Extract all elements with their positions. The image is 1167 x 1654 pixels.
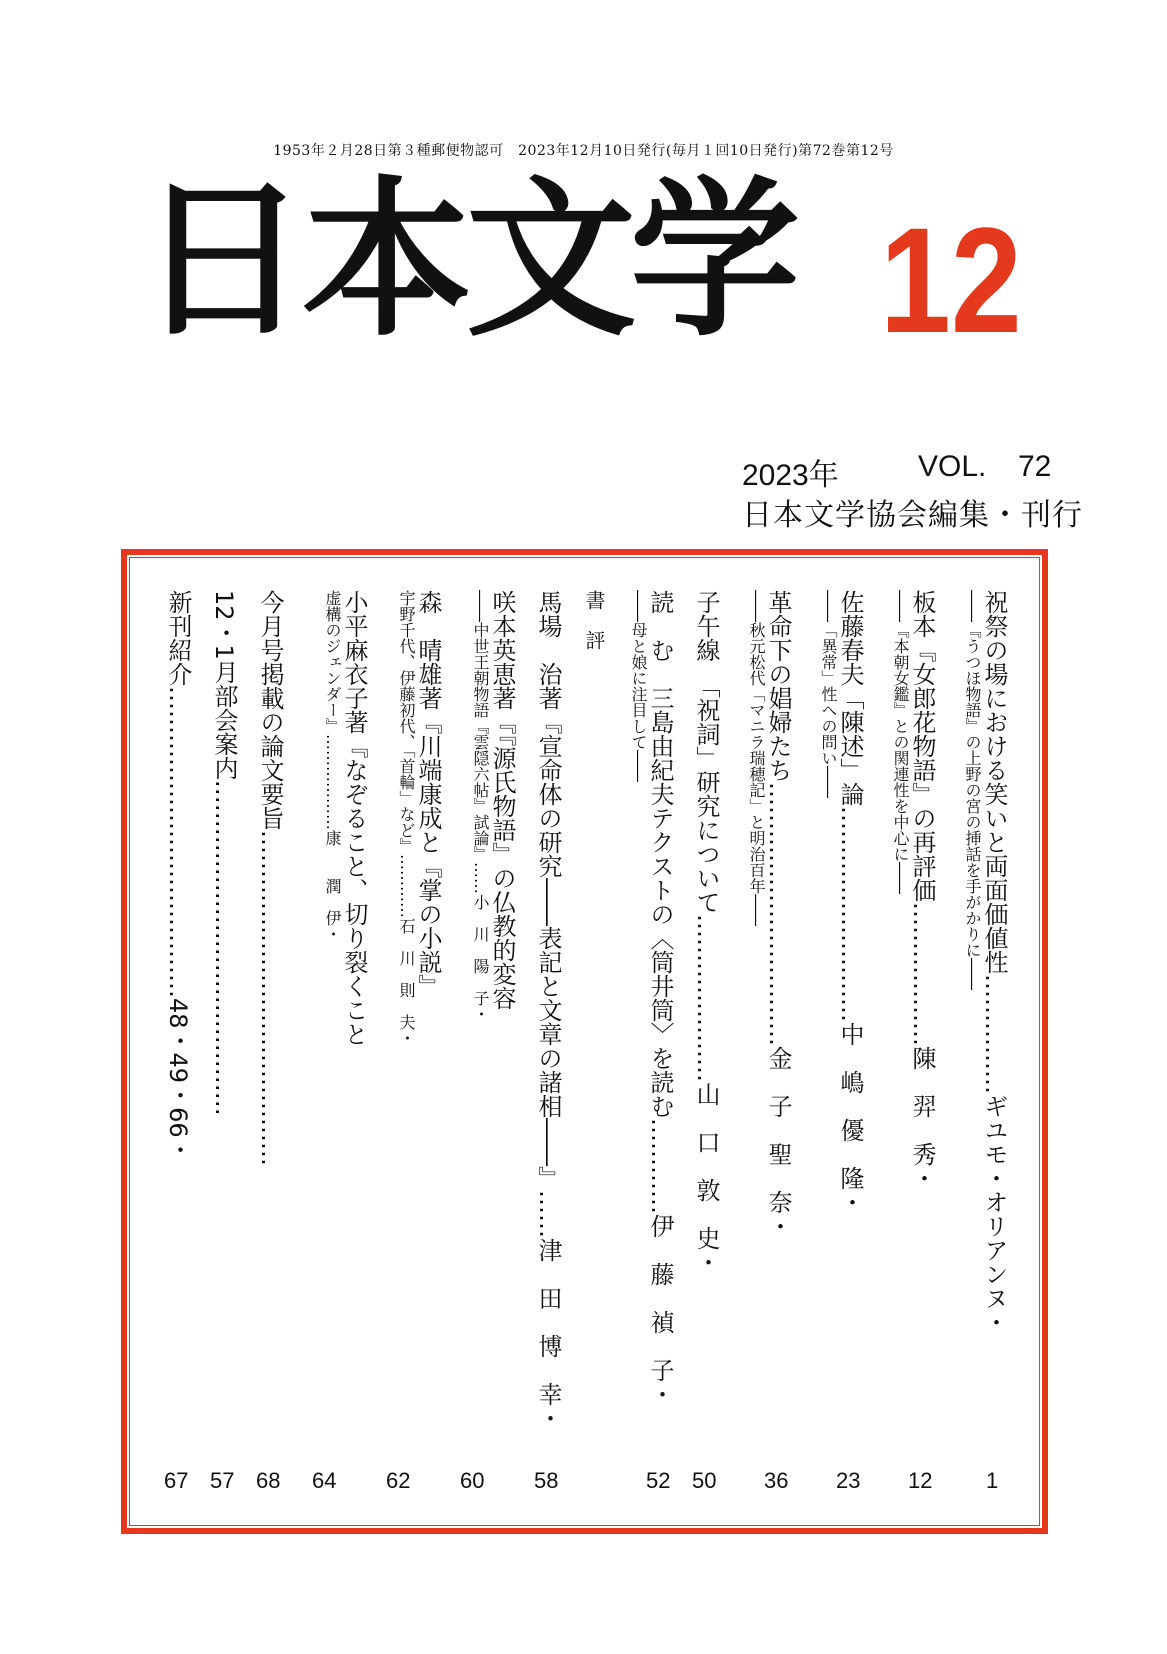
toc-entry[interactable] [690, 590, 724, 1274]
toc-entry-text: 子午線 「祝詞」研究について…………………山 口 敦 史・ [692, 590, 720, 1274]
toc-entry-subtitle [310, 590, 344, 942]
toc-entry-text: 祝祭の場における笑いと両面価値性……………ギユモ・オリアンヌ・ [980, 590, 1008, 1334]
toc-entry-subtitle [878, 590, 912, 894]
toc-entry-text: 革命下の娼婦たち……………………………金 子 聖 奈・ [764, 590, 792, 1238]
toc-entry[interactable] [162, 590, 196, 1162]
page-number: 60 [460, 1468, 485, 1493]
toc-subtitle-text: ――『うつほ物語』の上野の宮の挿話を手がかりに―― [963, 590, 982, 990]
toc-entry-text: 12・1月部会案内…………………………………… [210, 590, 238, 1116]
page-number: 64 [312, 1468, 337, 1493]
toc-entry[interactable] [532, 590, 566, 1430]
toc-entry[interactable] [254, 590, 288, 1166]
page-number: 52 [646, 1468, 671, 1493]
page-number: 12 [908, 1468, 933, 1493]
toc-entry-text: 佐藤春夫「陳述」論………………………中 嶋 優 隆・ [836, 590, 864, 1214]
page-number: 36 [764, 1468, 789, 1493]
page-number: 23 [836, 1468, 861, 1493]
toc-entry-subtitle [458, 590, 492, 1022]
page-number: 50 [692, 1468, 717, 1493]
toc-subtitle-text: 宇野千代、伊藤初代、「首輪」など』…………石 川 則 夫・ [397, 590, 416, 1046]
publication-info: 1953年２月28日第３種郵便物認可 2023年12月10日発行(毎月１回10日発行)第72巻第12号 [273, 143, 894, 159]
toc-entry-subtitle [806, 590, 840, 798]
toc-subtitle-text: ――秋元松代「マニラ瑞穂記」と明治百年―― [747, 590, 766, 926]
page-number: 67 [164, 1468, 189, 1493]
year-label: 2023年 [742, 459, 839, 492]
toc-entry-text: 小平麻衣子著『なぞること、切り裂くこと [340, 590, 368, 1046]
toc-entry-text: 馬場 治著『宣命体の研究――表記と文章の諸相――』……津 田 博 幸・ [534, 590, 562, 1430]
table-of-contents [150, 590, 1020, 1493]
page-number: 1 [986, 1468, 999, 1493]
toc-subtitle-text: ――中世王朝物語『雲隠六帖』試論』……小 川 陽 子・ [471, 590, 490, 1022]
toc-subtitle-text: ――「異常」性への問い―― [819, 590, 838, 798]
toc-entry-text: 読 む 三島由紀夫テクストの〈筒井筒〉を読む…………伊 藤 禎 子・ [646, 590, 674, 1406]
issue-number: 12 [880, 196, 1022, 364]
volume-number: 72 [1018, 450, 1052, 483]
toc-entry-text: 森 晴雄著『川端康成と『掌の小説』 [414, 590, 442, 998]
toc-entry-subtitle [734, 590, 768, 926]
toc-entry-subtitle [950, 590, 984, 990]
toc-entry-text: 新刊紹介…………………………………48・49・66・ [164, 590, 192, 1162]
section-heading-reviews [575, 590, 609, 650]
journal-title: 日本文学 [138, 160, 795, 360]
toc-entry-subtitle [616, 590, 650, 782]
toc-subtitle-text: ――母と娘に注目して―― [629, 590, 648, 782]
page-number: 57 [210, 1468, 235, 1493]
page-number: 58 [534, 1468, 559, 1493]
section-heading-text: 書 評 [582, 590, 606, 650]
toc-entry-text: 板本『女郎花物語』の再評価………………陳 羿 秀・ [908, 590, 936, 1190]
page-number: 68 [256, 1468, 281, 1493]
toc-entry-text: 今月号掲載の論文要旨…………………………………… [256, 590, 284, 1166]
volume-label: VOL. [918, 450, 987, 483]
toc-entry-subtitle [384, 590, 418, 1046]
toc-subtitle-text: 虚構のジェンダー』………………康 潤 伊・ [323, 590, 342, 942]
toc-entry-text: 咲本英恵著『『源氏物語』の仏教的変容 [488, 590, 516, 1010]
page-number: 62 [386, 1468, 411, 1493]
toc-subtitle-text: ――『本朝女鑑』との関連性を中心に―― [891, 590, 910, 894]
publisher-credit: 日本文学協会編集・刊行 [742, 499, 1083, 532]
toc-entry[interactable] [208, 590, 242, 1116]
